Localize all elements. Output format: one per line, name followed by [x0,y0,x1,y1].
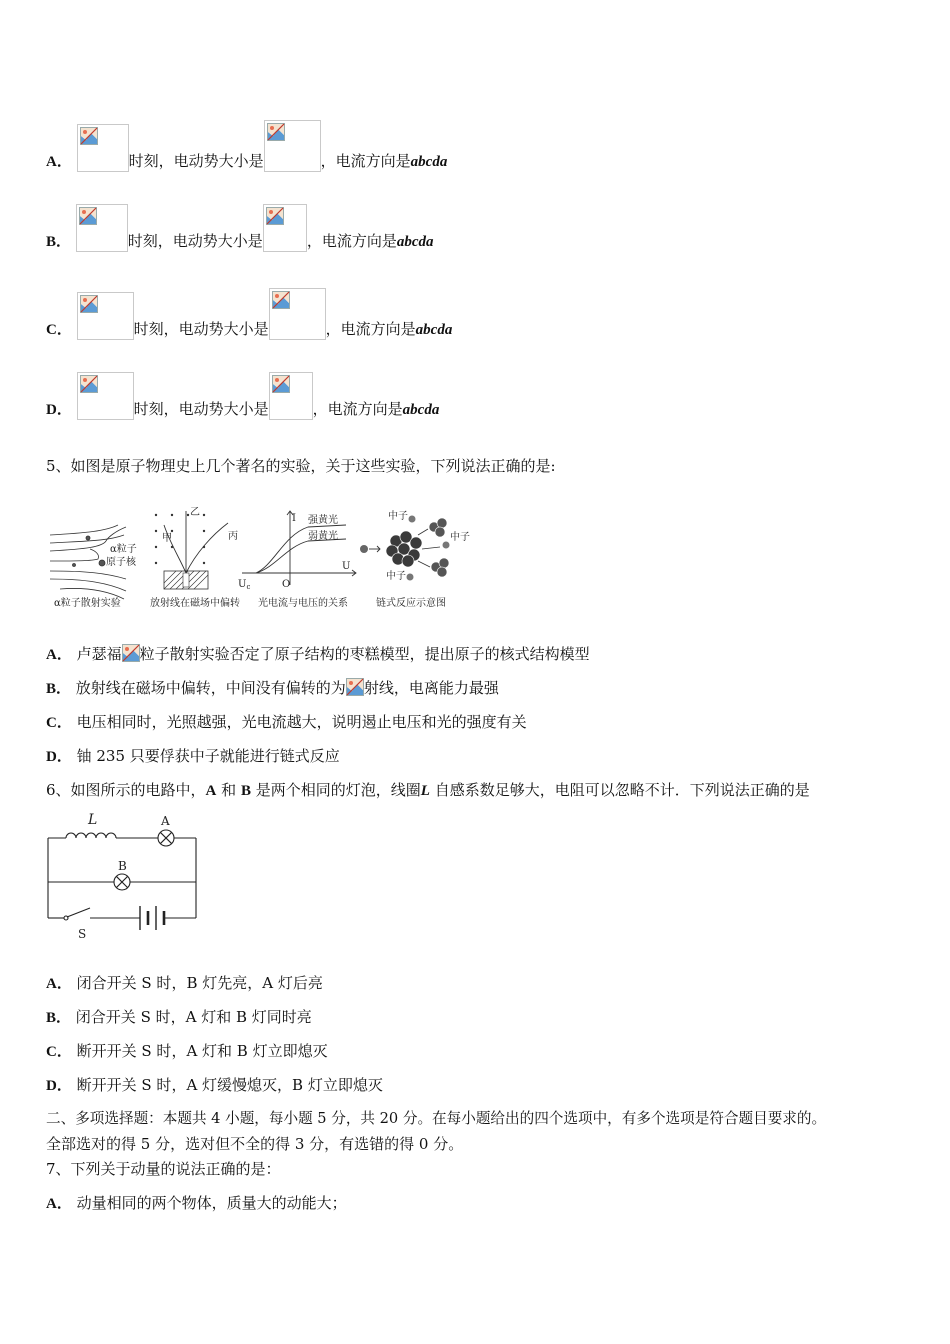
neutron-label-top: 中子 [388,511,408,522]
option-text: 时刻，电动势大小是 [133,400,269,418]
broken-image-icon [80,295,98,313]
voltage-axis-label: U [342,561,351,572]
option-text: 断开开关 S 时，A 灯和 B 灯立即熄灭 [76,1042,328,1060]
current-direction: abcda [396,234,434,250]
stem-text: 和 [221,781,237,799]
q4-option-a [46,120,447,172]
strong-light-label: 强黄光 [308,515,338,526]
option-label: A． [46,976,72,992]
q4-option-c [46,288,452,340]
lamp-b-ref: B [240,783,251,799]
q7-option-a [46,1193,347,1214]
option-text: 闭合开关 S 时，B 灯先亮，A 灯后亮 [76,974,323,992]
circuit-diagram [44,810,204,944]
broken-image-icon [122,644,140,662]
q4-option-d [46,372,439,420]
option-text: ，电流方向是 [320,152,411,170]
option-label: A． [46,647,72,663]
option-text: 射线，电离能力最强 [363,679,499,697]
option-label: B． [46,234,72,250]
option-text: 铀 235 只要俘获中子就能进行链式反应 [76,747,340,765]
option-label: B． [46,681,72,697]
option-label: A． [46,1196,72,1212]
option-text: ，电流方向是 [312,400,403,418]
option-label: C． [46,322,72,338]
formula-image [264,120,321,172]
current-direction: abcda [410,154,448,170]
formula-image [269,288,326,340]
stem-text: 6、如图所示的电路中， [46,781,206,799]
coil-label: L [88,812,98,828]
alpha-particle-label: α粒子 [110,544,137,555]
caption-chain-reaction: 链式反应示意图 [376,598,446,609]
current-axis-label: I [292,513,296,524]
broken-image-icon [79,207,97,225]
option-text: 时刻，电动势大小是 [128,152,264,170]
option-label: D． [46,1078,72,1094]
formula-image [77,124,129,172]
inductor-coil [66,833,116,838]
photocurrent-graph-panel [242,511,356,585]
option-text: ，电流方向是 [306,232,397,250]
lamp-b-label: B [118,859,127,873]
q6-option-a [46,973,323,994]
stem-text: 是两个相同的灯泡，线圈 [255,781,421,799]
option-label: D． [46,749,72,765]
stopping-voltage-label: $U_c$ [238,579,251,591]
formula-image [77,372,134,420]
option-text: 断开开关 S 时，A 灯缓慢熄灭，B 灯立即熄灭 [76,1076,383,1094]
broken-image-icon [272,375,290,393]
option-text: 粒子散射实验否定了原子结构的枣糕模型，提出原子的核式结构模型 [139,645,590,663]
broken-image-icon [272,291,290,309]
q6-option-b [46,1007,312,1028]
option-label: C． [46,715,72,731]
caption-magnetic-deflection: 放射线在磁场中偏转 [150,598,240,609]
q6-stem [46,780,810,801]
nucleus-label: 原子核 [106,557,136,568]
current-direction: abcda [415,322,453,338]
bing-label: 丙 [228,531,238,542]
broken-image-icon [267,123,285,141]
option-text: 电压相同时，光照越强，光电流越大，说明遏止电压和光的强度有关 [76,713,527,731]
stem-text: 自感系数足够大，电阻可以忽略不计．下列说法正确的是 [434,781,810,799]
neutron-label-right: 中子 [450,532,470,543]
formula-image [269,372,313,420]
formula-image [76,204,128,252]
weak-light-label: 弱黄光 [308,531,338,542]
q5-option-d [46,746,340,767]
current-direction: abcda [402,402,440,418]
q5-option-c [46,712,527,733]
section-heading: 二、多项选择题：本题共 4 小题，每小题 5 分，共 20 分。在每小题给出的四个选项中，有多个选项是符合题目要求的。 [46,1110,827,1127]
q6-option-d [46,1075,383,1096]
broken-image-icon [266,207,284,225]
option-label: C． [46,1044,72,1060]
q5-stem: 5、如图是原子物理史上几个著名的实验，关于这些实验，下列说法正确的是: [46,457,556,475]
magnetic-field-panel [155,511,228,589]
option-text: 卢瑟福 [76,645,122,663]
caption-photocurrent: 光电流与电压的关系 [258,598,348,609]
jia-label: 甲 [162,533,172,544]
option-label: B． [46,1010,72,1026]
option-label: A． [46,154,72,170]
option-text: 动量相同的两个物体，质量大的动能大； [76,1194,347,1212]
atomic-physics-figure [46,505,476,613]
coil-ref: L [420,783,430,799]
broken-image-icon [80,375,98,393]
switch-label: S [78,927,87,941]
option-text: 时刻，电动势大小是 [127,232,263,250]
q6-option-c [46,1041,328,1062]
yi-label: 乙 [190,507,200,518]
lamp-a-ref: A [205,783,217,799]
lamp-a-label: A [161,814,170,828]
q5-option-b [46,678,499,699]
option-text: 放射线在磁场中偏转，中间没有偏转的为 [75,679,346,697]
neutron-label-bottom: 中子 [386,571,406,582]
q5-option-a [46,644,590,665]
q7-stem: 7、下列关于动量的说法正确的是： [46,1160,281,1178]
broken-image-icon [80,127,98,145]
option-text: 时刻，电动势大小是 [133,320,269,338]
option-label: D． [46,402,72,418]
option-text: ，电流方向是 [325,320,416,338]
broken-image-icon [346,678,364,696]
formula-image [77,292,134,340]
section-instruction: 全部选对的得 5 分，选对但不全的得 3 分，有选错的得 0 分。 [46,1135,464,1153]
origin-label: O [282,579,291,590]
formula-image [263,204,307,252]
caption-alpha-scattering: α粒子散射实验 [54,598,121,609]
q4-option-b [46,204,434,252]
option-text: 闭合开关 S 时，A 灯和 B 灯同时亮 [75,1008,312,1026]
